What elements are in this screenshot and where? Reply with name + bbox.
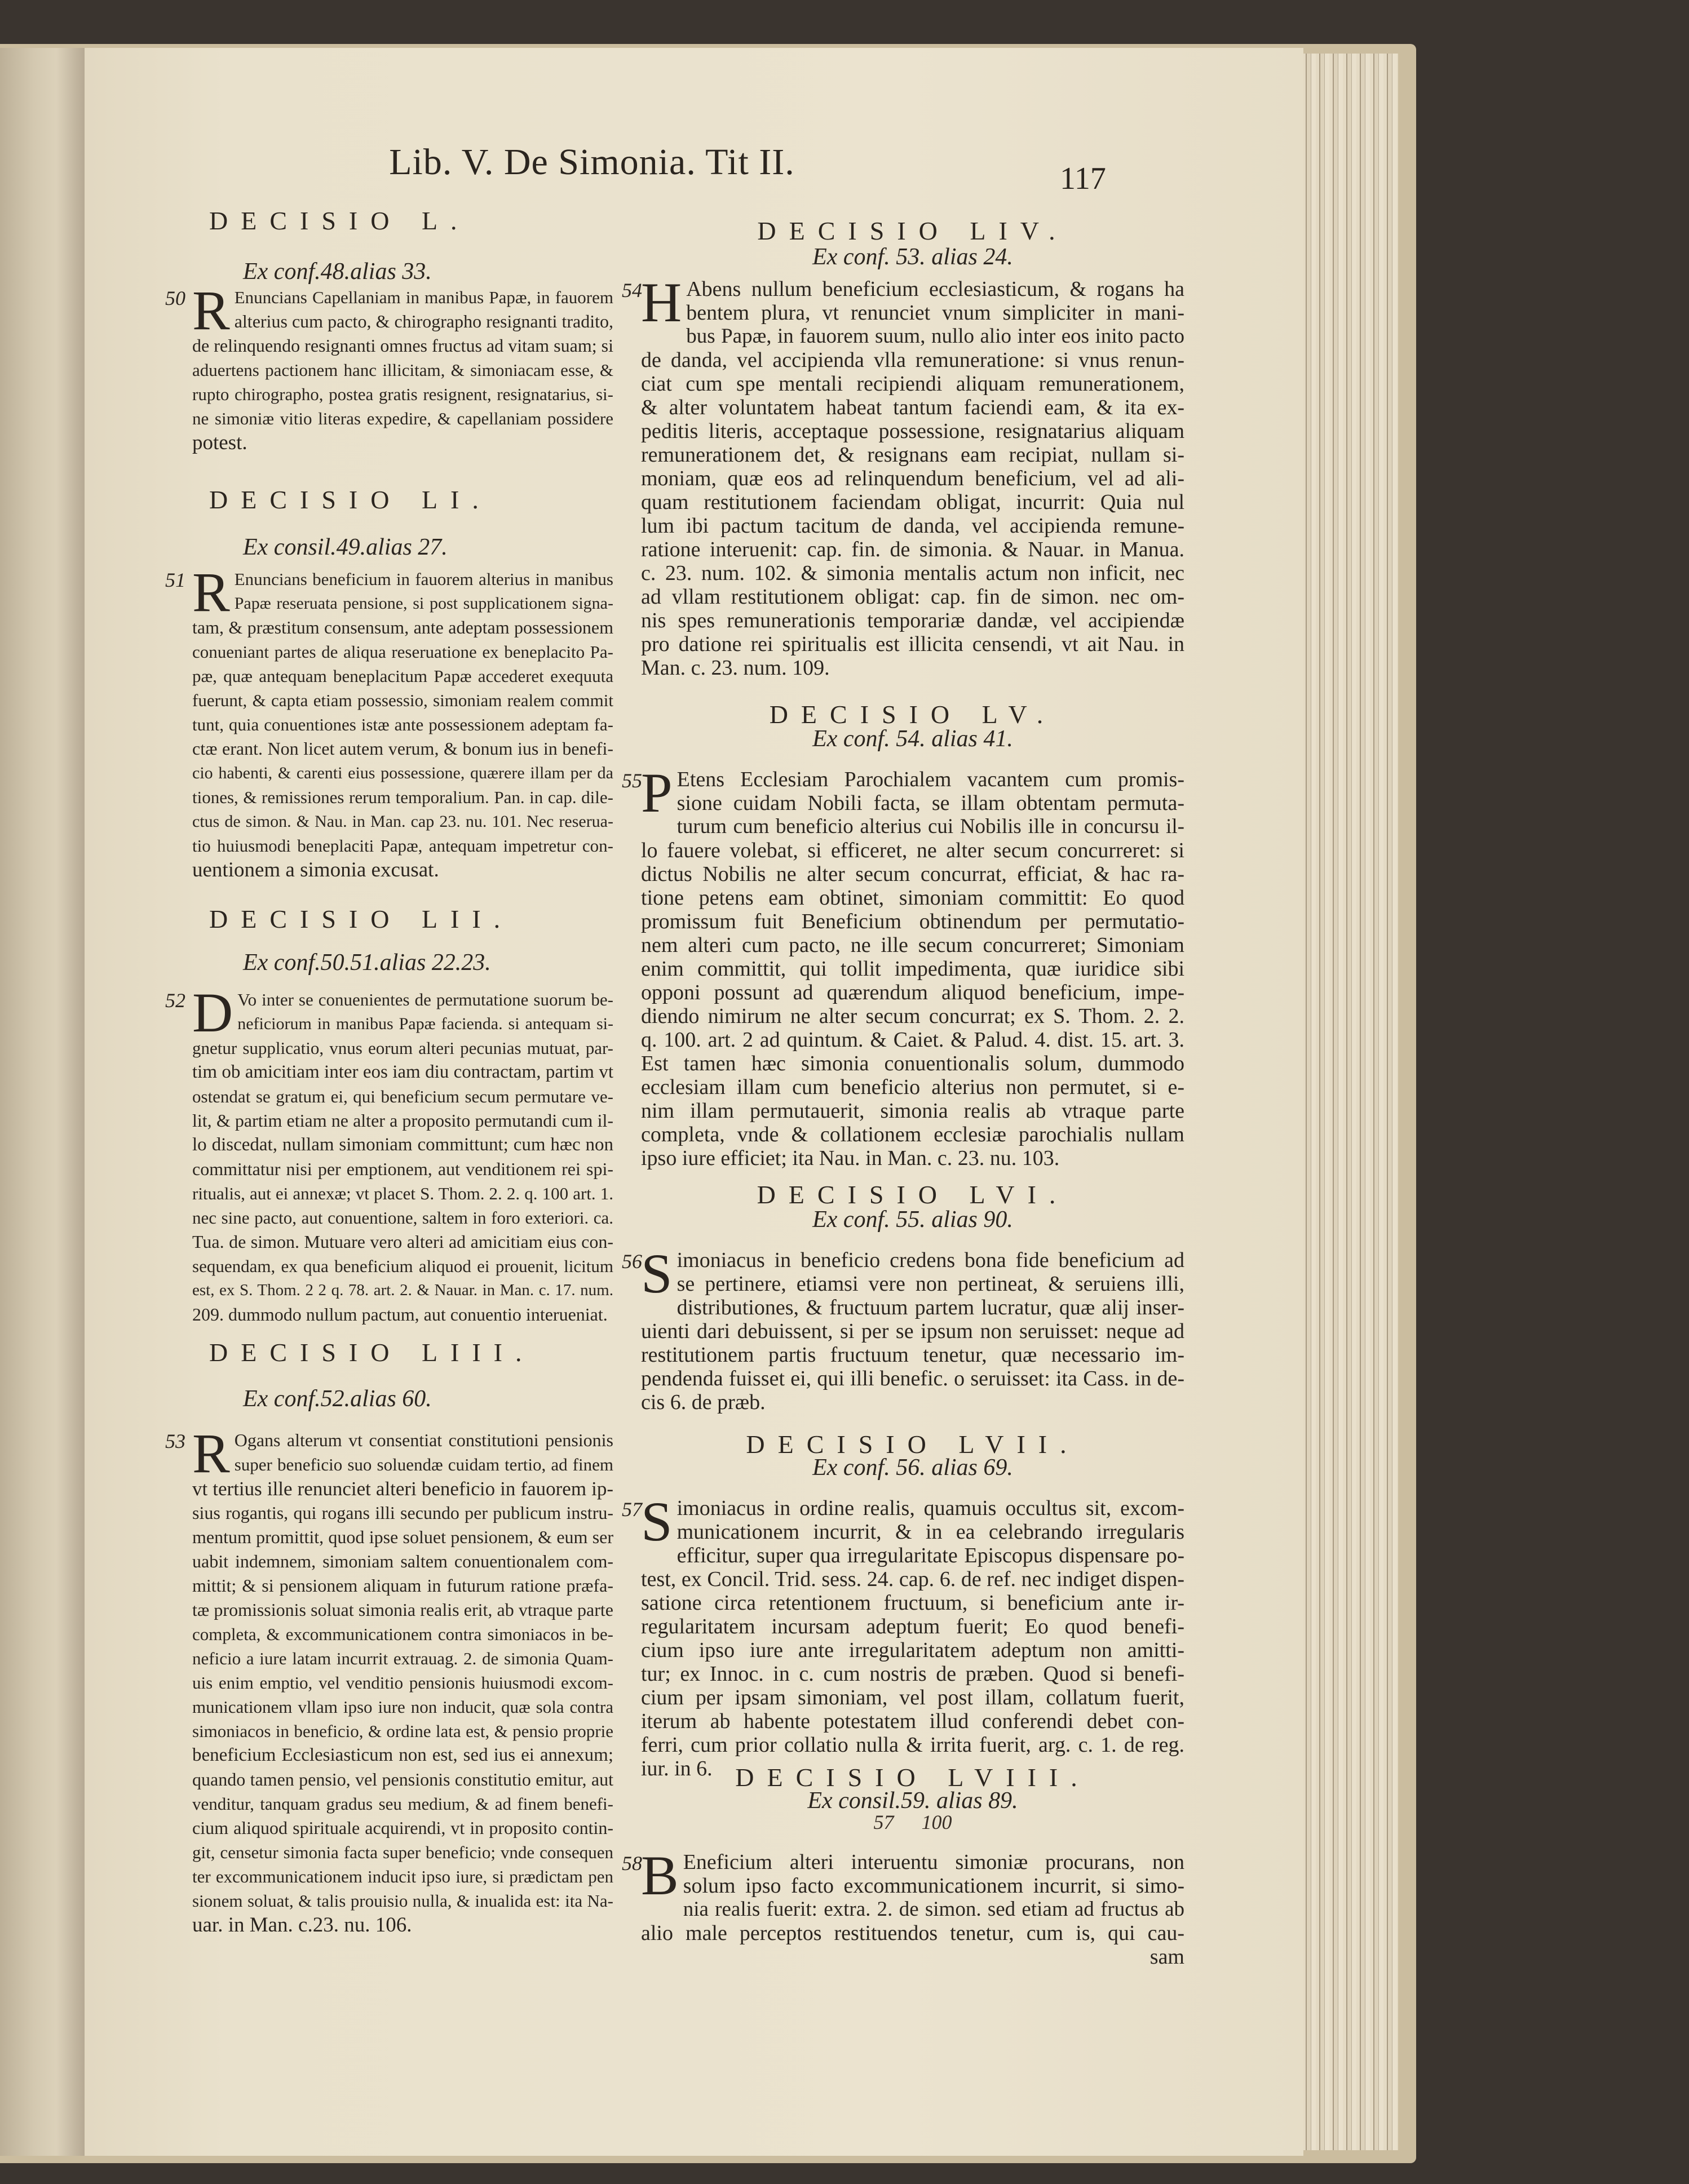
decision-heading: DECISIO LVI. xyxy=(757,1180,1069,1209)
text-line: Enuncians Capellaniam in manibus Papæ, in fauorem xyxy=(234,287,613,307)
margin-number: 55 xyxy=(622,769,642,792)
text-line: uienti dari debuissent, si per se ipsum non seruisset: neque ad xyxy=(641,1319,1184,1343)
decision-heading: DECISIO LII. xyxy=(209,905,514,933)
text-line: vt tertius ille renunciet alteri beneficio in fauorem ip- xyxy=(192,1478,613,1500)
text-line: quando tamen pensio, vel pensionis constitutio emitur, aut xyxy=(192,1769,613,1789)
text-line: ritualis, aut ei annexæ; vt placet S. Thom. 2. 2. q. 100 art. 1. xyxy=(192,1184,613,1203)
text-line: Eneficium alteri interuentu simoniæ procurans, non xyxy=(683,1850,1184,1874)
text-line: quam restitutionem faciendam obligat, incurrit: Quia nul xyxy=(641,490,1184,514)
text-line: cium ipso iure ante irregularitatem adeptum non amitti- xyxy=(641,1638,1184,1662)
text-line: bus Papæ, in fauorem suum, nullo alio inter eos inito pacto xyxy=(686,325,1184,348)
decision-text xyxy=(622,271,1184,680)
text-line: ter excommunicationem inducit ipso iure, si prædictam pen xyxy=(192,1867,613,1886)
text-line: ecclesiam illam cum beneficio alterius non permutet, si e- xyxy=(641,1075,1184,1099)
text-line: sione cuidam Nobili facta, se illam obtentam permuta- xyxy=(677,791,1184,815)
text-line: lo discedat, nullam simoniam committunt; cum hæc non xyxy=(192,1135,613,1155)
drop-cap: S xyxy=(641,1490,673,1553)
text-line: venditur, tanquam gradus seu medium, & ad finem benefi- xyxy=(192,1794,613,1814)
text-line: ad vllam restitutionem obligat: cap. fin de simon. nec om- xyxy=(641,585,1184,609)
text-line: efficitur, super qua irregularitate Episcopus dispensare po- xyxy=(677,1544,1184,1567)
text-line: promissum fuit Beneficium obtinendum per permutatio- xyxy=(641,910,1184,933)
text-line: tiones, & remissiones rerum temporalium. Pan. in cap. dile- xyxy=(192,787,613,807)
text-line: sequendam, ex qua beneficium aliquod ei prouenit, licitum xyxy=(192,1256,613,1276)
text-line: diendo nimirum ne alter secum concurrat; ex S. Thom. 2. 2. xyxy=(641,1004,1184,1028)
text-line: uis enim emptio, vel venditio pensionis huiusmodi excom- xyxy=(192,1673,613,1693)
text-line: remunerationem det, & resignans eam recipiat, nullam si- xyxy=(641,443,1184,467)
text-line: q. 100. art. 2 ad quintum. & Caiet. & Palud. 4. dist. 15. art. 3. xyxy=(641,1028,1184,1052)
text-line: solum ipso facto excommunicationem incurrit, si simo- xyxy=(683,1874,1184,1898)
margin-number: 53 xyxy=(165,1430,185,1452)
text-line: ostendat se gratum ei, qui beneficium secum permutare ve- xyxy=(192,1087,613,1106)
text-line: sionem soluat, & talis prouisio nulla, & inualida est: ita Na- xyxy=(192,1891,613,1911)
text-line: lit, & partim etiam ne alter a proposito permutandi cum il- xyxy=(192,1110,613,1131)
decision-source: Ex conf. 55. alias 90. xyxy=(812,1207,1013,1233)
decision-source: Ex consil.49.alias 27. xyxy=(243,534,448,560)
text-line: enim committit, qui tollit impedimenta, quæ iuridice sibi xyxy=(641,957,1184,981)
text-line: Est tamen hæc simonia conuentionalis solum, dummodo xyxy=(641,1052,1184,1075)
facing-page-edge xyxy=(0,48,85,2156)
text-line: distributiones, & fructuum partem lucratur, quæ alij inser- xyxy=(677,1296,1184,1319)
margin-number: 54 xyxy=(622,279,642,302)
decision-heading: DECISIO LVIII. xyxy=(735,1763,1090,1792)
text-line: iterum ab habente potestatem illud conferendi debet con- xyxy=(641,1709,1184,1733)
text-line: Papæ reseruata pensione, si post supplicationem signa- xyxy=(234,594,613,613)
decision-text xyxy=(165,1422,613,1937)
margin-number: 50 xyxy=(165,287,185,309)
text-line: 209. dummodo nullum pactum, aut conuentio interueniat. xyxy=(192,1304,608,1324)
decision-text xyxy=(622,1242,1184,1414)
text-line: nim illam permutauerit, simonia realis ab vtraque parte xyxy=(641,1099,1184,1123)
text-line: conueniant partes de aliqua reseruatione ex beneplacito Pa- xyxy=(192,642,613,662)
decision-source: Ex consil.59. alias 89. xyxy=(807,1788,1018,1814)
decision-heading: DECISIO LV. xyxy=(769,700,1056,729)
decision-source: Ex conf. 54. alias 41. xyxy=(812,726,1013,752)
drop-cap: S xyxy=(641,1242,673,1305)
drop-cap: P xyxy=(641,761,673,824)
drop-cap: B xyxy=(641,1844,679,1907)
decision-text xyxy=(165,561,613,882)
text-line: ferri, cum prior collatio nulla & irrita fuerit, arg. c. 1. de reg. xyxy=(641,1733,1184,1757)
text-line: tam, & præstitum consensum, ante adeptam possessionem xyxy=(192,617,613,637)
text-line: imoniacus in beneficio credens bona fide beneficium ad xyxy=(677,1248,1184,1272)
text-line: restitutionem partis fructuum tenetur, quæ necessario im- xyxy=(641,1343,1184,1367)
text-line: gnetur supplicatio, vnus eorum alteri pecunias mutuat, par- xyxy=(192,1038,613,1058)
text-line: completa, & excommunicationem contra simoniacos in be- xyxy=(192,1624,613,1644)
text-line: aduertens pactionem hanc illicitam, & simoniacam esse, & xyxy=(192,360,613,380)
text-line: cium aliquod spirituale acquirendi, vt in proposito contin- xyxy=(192,1818,613,1838)
margin-number: 56 xyxy=(622,1250,642,1273)
decision-source: Ex conf.52.alias 60. xyxy=(243,1386,432,1412)
text-line: pendenda fuisset ei, qui illi benefic. o seruisset: ita Cass. in de- xyxy=(641,1367,1184,1390)
text-line: pro datione rei spiritualis est illicita censendi, vt ait Nau. in xyxy=(641,632,1184,656)
decision-source: Ex conf. 56. alias 69. xyxy=(812,1455,1013,1481)
text-line: tio huiusmodi beneplaciti Papæ, antequam impetretur con- xyxy=(192,836,613,856)
decision-source: Ex conf.50.51.alias 22.23. xyxy=(243,950,491,976)
handwritten-note: 57 100 xyxy=(873,1811,952,1833)
text-line: lo fauere volebat, si efficeret, ne alter secum concurreret: si xyxy=(641,839,1184,862)
text-line: Vo inter se conuenientes de permutatione suorum be- xyxy=(237,990,613,1009)
text-line: ctus de simon. & Nau. in Man. cap 23. nu. 101. Nec reserua- xyxy=(192,812,613,831)
text-line: c. 23. num. 102. & simonia mentalis actum non inficit, nec xyxy=(641,561,1184,585)
text-line: simoniacos in beneficio, & ordine lata est, & pensio proprie xyxy=(192,1721,613,1741)
drop-cap: R xyxy=(192,279,230,342)
text-line: tim ob amicitiam inter eos iam diu contractam, partim vt xyxy=(192,1062,613,1082)
text-line: mentum promittit, quod ipse soluet pensionem, & eum ser xyxy=(192,1527,613,1547)
drop-cap: H xyxy=(641,271,682,334)
decision-source: Ex conf. 53. alias 24. xyxy=(812,244,1013,270)
decision-heading: DECISIO LVII. xyxy=(746,1430,1080,1459)
text-line: de danda, vel accipienda vlla remuneratione: si vnus renun- xyxy=(641,348,1184,372)
text-line: Tua. de simon. Mutuare vero alteri ad amicitiam eius con- xyxy=(192,1231,613,1252)
text-line: turum cum beneficio alterius cui Nobilis ille in concursu il- xyxy=(677,815,1184,838)
text-line: nis spes remunerationis temporariæ dandæ, vel accipiendæ xyxy=(641,609,1184,632)
text-line: neficiorum in manibus Papæ facienda. si antequam si- xyxy=(237,1015,613,1033)
text-line: bentem plura, vt renunciet vnum simpliciter in mani- xyxy=(686,301,1184,325)
text-line: cis 6. de præb. xyxy=(641,1390,766,1414)
text-line: committatur nisi per emptionem, aut venditionem rei spi- xyxy=(192,1159,613,1179)
text-line: super beneficio suo soluendæ cuidam tertio, ad finem xyxy=(234,1455,613,1474)
decision-text xyxy=(622,1844,1184,1969)
decision-text xyxy=(165,279,613,455)
text-line: imoniacus in ordine realis, quamuis occultus sit, excom- xyxy=(677,1496,1184,1520)
page-stack-edges xyxy=(1302,54,1398,2150)
text-line: Ogans alterum vt consentiat constitutioni pensionis xyxy=(234,1430,613,1450)
text-line: ne simoniæ vitio literas expedire, & capellaniam possidere xyxy=(192,409,613,428)
text-line: rupto chirographo, postea gratis resignent, resignatarius, si- xyxy=(192,384,613,404)
text-line: nem alteri cum pacto, ne ille secum concurreret; Simoniam xyxy=(641,933,1184,957)
text-line: est, ex S. Thom. 2 2 q. 78. art. 2. & Nauar. in Man. c. 17. num. xyxy=(192,1281,613,1299)
text-line: cium per ipsam simoniam, vel post illam, collatum fuerit, xyxy=(641,1686,1184,1709)
decision-heading: DECISIO LIV. xyxy=(757,216,1068,245)
decision-text xyxy=(622,1490,1184,1780)
text-line: nec sine pacto, aut conuentione, saltem in foro exteriori. ca. xyxy=(192,1208,613,1228)
text-line: satione circa retentionem fructuum, si beneficium ante ir- xyxy=(641,1591,1184,1615)
text-line: peditis literis, acceptaque possessione, resignatarius aliquam xyxy=(641,419,1184,443)
drop-cap: R xyxy=(192,561,230,623)
text-line: iur. in 6. xyxy=(641,1757,713,1780)
text-line: test, ex Concil. Trid. sess. 24. cap. 6. de ref. nec indiget dispen- xyxy=(641,1567,1184,1591)
text-line: potest. xyxy=(192,431,247,454)
text-line: Etens Ecclesiam Parochialem vacantem cum promis- xyxy=(677,768,1184,791)
text-line: ratione interuenit: cap. fin. de simonia. & Nauar. in Manua. xyxy=(641,538,1184,561)
text-line: neficio a iure latam incurrit extrauag. 2. de simonia Quam- xyxy=(192,1649,613,1668)
text-line: lum ibi pactum tacitum de danda, vel accipienda remune- xyxy=(641,514,1184,538)
text-line: ipso iure efficiet; ita Nau. in Man. c. 23. nu. 103. xyxy=(641,1146,1060,1170)
decision-source: Ex conf.48.alias 33. xyxy=(243,259,432,285)
text-line: uabit indemnem, simoniam saltem conuentionalem com- xyxy=(192,1551,613,1571)
margin-number: 57 xyxy=(622,1498,642,1521)
text-line: beneficium Ecclesiasticum non est, sed ius ei annexum; xyxy=(192,1745,613,1765)
text-line: git, censetur simonia facta super beneficio; vnde consequen xyxy=(192,1842,613,1862)
text-line: mittit; & si pensionem aliquam in futurum ratione præfa- xyxy=(192,1575,613,1596)
text-line: tæ promissionis soluat simonia realis erit, ab vtraque parte xyxy=(192,1600,613,1620)
decision-text xyxy=(165,981,613,1327)
catchword: sam xyxy=(1149,1945,1184,1969)
drop-cap: D xyxy=(192,981,233,1044)
text-line: dictus Nobilis ne alter secum concurrat, efficiat, & hac ra- xyxy=(641,862,1184,886)
margin-number: 51 xyxy=(165,569,185,591)
text-line: sius rogantis, qui rogans illi secundo per publicum instru- xyxy=(192,1503,613,1523)
decision-heading: DECISIO LIII. xyxy=(209,1338,535,1367)
margin-number: 58 xyxy=(622,1852,642,1875)
text-line: Abens nullum beneficium ecclesiasticum, & rogans ha xyxy=(686,277,1184,301)
text-line: fuerunt, & capta etiam possessio, simoniam realem commit xyxy=(192,690,613,710)
text-line: se pertinere, etiamsi vere non pertineat, & seruiens illi, xyxy=(677,1272,1184,1296)
running-title: Lib. V. De Simonia. Tit II. xyxy=(389,141,795,183)
text-line: opponi possunt ad quærendum aliquod beneficium, impe- xyxy=(641,981,1184,1004)
text-line: ctæ erant. Non licet autem verum, & bonum ius in benefi- xyxy=(192,738,613,759)
text-line: tione petens eam obtinet, simoniam committit: Eo quod xyxy=(641,886,1184,910)
text-line: ciat cum spe mentali recipiendi aliquam remunerationem, xyxy=(641,372,1184,396)
text-line: & alter voluntatem habeat tantum faciendi eam, & ita ex- xyxy=(641,396,1184,419)
text-line: municationem vllam ipso iure non inducit, quæ sola contra xyxy=(192,1697,613,1717)
text-line: pæ, quæ antequam beneplacitum Papæ accederet exequuta xyxy=(192,666,613,686)
decision-heading: DECISIO LI. xyxy=(209,485,492,514)
decision-text xyxy=(622,761,1184,1170)
page-number: 117 xyxy=(1060,161,1106,196)
text-line: uar. in Man. c.23. nu. 106. xyxy=(192,1913,412,1937)
text-line: municationem incurrit, & in ea celebrando irregularis xyxy=(677,1520,1184,1544)
text-line: Enuncians beneficium in fauorem alterius in manibus xyxy=(234,569,613,589)
text-line: Man. c. 23. num. 109. xyxy=(641,656,830,680)
text-line: completa, vnde & collationem ecclesiæ parochialis nullam xyxy=(641,1123,1184,1146)
decision-heading: DECISIO L. xyxy=(209,206,470,235)
text-line: cio habenti, & carenti eius possessione, quærere illam per da xyxy=(192,764,613,782)
drop-cap: R xyxy=(192,1422,230,1485)
text-line: moniam, quæ eos ad relinquendum beneficium, vel ad ali- xyxy=(641,467,1184,490)
margin-number: 52 xyxy=(165,989,185,1012)
text-line: regularitatem incursam adeptum fuerit; Eo quod benefi- xyxy=(641,1615,1184,1638)
text-line: alio male perceptos restituendos tenetur, cum is, qui cau- xyxy=(641,1921,1184,1945)
text-line: uentionem a simonia excusat. xyxy=(192,858,439,881)
text-line: tunt, quia conuentiones istæ ante possessionem adeptam fa- xyxy=(192,715,613,734)
text-line: tur; ex Innoc. in c. cum nostris de præben. Quod si benefi- xyxy=(641,1662,1184,1686)
text-line: de relinquendo resignanti omnes fructus ad vitam suam; si xyxy=(192,335,613,356)
text-line: alterius cum pacto, & chirographo resignanti tradito, xyxy=(234,311,613,331)
text-line: nia realis fuerit: extra. 2. de simon. sed etiam ad fructus ab xyxy=(683,1898,1184,1921)
